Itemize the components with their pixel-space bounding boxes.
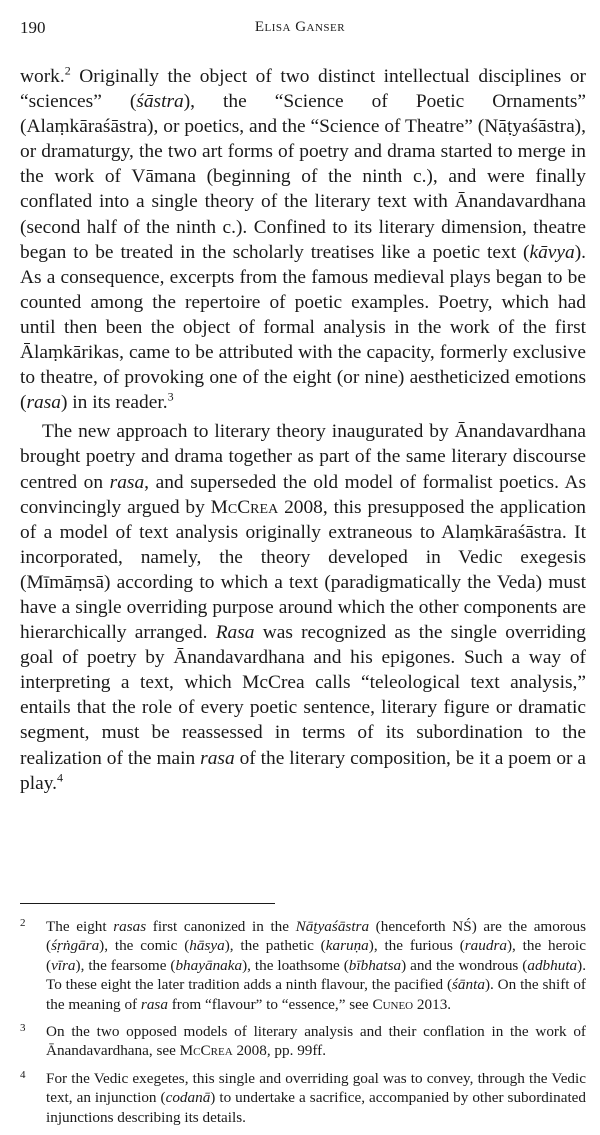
footnote-ref-2: 2: [64, 63, 71, 78]
footnote-text: ). On the shift of the meaning of: [46, 976, 586, 1013]
footnote-text: The eight: [46, 918, 114, 935]
footnote-text: from “flavour” to “essence,” see: [167, 995, 373, 1013]
footnote-divider: [20, 903, 275, 904]
page-header: [20, 18, 580, 42]
page-number: 190: [20, 18, 46, 37]
footnote-2: [20, 917, 586, 1014]
footnote-number: 4: [20, 1068, 26, 1081]
footnote-text: 2013.: [413, 995, 452, 1013]
footnote-text: 2008, pp. 99ff.: [232, 1042, 327, 1060]
footnote-text: bhayānaka: [175, 956, 243, 974]
footnote-text: karuṇa: [325, 937, 369, 955]
footnote-text: ) to undertake a sacrifice, accompanied by other subordinated injunctions describing its details.: [46, 1089, 587, 1126]
footnote-number: 2: [20, 917, 26, 929]
footnote-text: adbhuta: [527, 956, 578, 974]
footnote-text: ). To these eight the later tradition adds a ninth flavour, the pacified (: [46, 956, 586, 994]
footnote-text: Cuneo: [372, 995, 414, 1013]
paragraph-2: The new approach to literary theory inaugurated by Ānandavardhana brought poetry and drama together as part of the same literary discourse centred on rasa, and superseded the old model of formalist poetics. As convincingly argued by McCrea 2008, this presupposed the application of a model of text analysis originally extraneous to Alaṃkāraśāstra. It incorporated, namely, the theory developed in Vedic exegesis (Mīmāṃsā) according to which a text (paradigmatically the Veda) must have a single overriding purpose around which the other components are hierarchically arranged. Rasa was recognized as the single overriding goal of poetry by Ānandavardhana and his epigones. Such a way of interpreting a text, which McCrea calls “teleological text analysis,” entails that the role of every poetic sentence, literary figure or dramatic segment, must be reassessed in terms of its subordination to the realization of the main rasa of the literary composition, be it a poem or a play.$^4$: [20, 421, 587, 794]
footnote-text: raudra: [464, 937, 507, 955]
footnote-text: first canonized in the: [146, 918, 296, 935]
footnote-text: śānta: [452, 976, 485, 994]
footnote-text: ), the fearsome (: [75, 956, 176, 974]
footnote-text: hāsya: [189, 937, 225, 955]
footnote-text: McCrea: [179, 1042, 233, 1060]
footnote-text: śṛṅgāra: [51, 937, 100, 955]
footnotes: [20, 917, 586, 1135]
footnote-text: rasas: [113, 918, 147, 935]
footnote-text: (henceforth NŚ) are the amorous (: [46, 918, 586, 955]
footnote-text: On the two opposed models of literary analysis and their conflation in the work of Ānandavardhana, see: [46, 1023, 586, 1060]
footnote-ref-4: 4: [56, 770, 63, 785]
footnote-text: ), the loathsome (: [242, 956, 349, 974]
running-head: Elisa Ganser: [254, 19, 346, 35]
footnote-text: ) and the wondrous (: [401, 956, 528, 974]
paragraph-1: work.$^2$ Originally the object of two distinct intellectual disciplines or “sciences” (śāstra), the “Science of Poetic Ornaments” (Alaṃkāraśāstra), or poetics, and the “Science of Theatre” (Nāṭyaśāstra), or dramaturgy, the two art forms of poetry and drama started to merge in the work of Vāmana (beginning of the ninth c.), and were finally conflated into a single theory of the literary text with Ānandavardhana (second half of the ninth c.). Confined to its literary dimension, theatre began to be treated in the scholarly treatises like a poetic text (kāvya). As a consequence, excerpts from the famous medieval plays began to be counted among the repertoire of poetic examples. Poetry, which had until then been the object of formal analysis in the work of the first Ālaṃkārikas, came to be attributed with the capacity, formerly exclusive to theatre, of provoking one of the eight (or nine) aestheticized emotions (rasa) in its reader.$^3$: [20, 63, 586, 414]
footnote-number: 3: [20, 1022, 26, 1035]
footnote-text: ), the heroic (: [46, 937, 586, 974]
footnote-text: Nāṭyaśāstra: [295, 918, 370, 935]
footnote-text: ), the furious (: [368, 937, 465, 955]
footnote-text: vīra: [51, 956, 76, 974]
footnote-text: rasa: [140, 995, 168, 1013]
footnote-text: ), the pathetic (: [224, 937, 326, 955]
main-text: [20, 64, 586, 796]
footnote-text: codanā: [165, 1089, 211, 1107]
footnote-4: [20, 1069, 586, 1127]
footnote-ref-3: 3: [167, 389, 174, 404]
footnote-text: For the Vedic exegetes, this single and overriding goal was to convey, through the Vedic text, an injunction (: [46, 1069, 586, 1107]
footnote-text: bībhatsa: [348, 956, 402, 974]
footnote-3: [20, 1022, 586, 1061]
footnote-text: ), the comic (: [99, 937, 190, 955]
